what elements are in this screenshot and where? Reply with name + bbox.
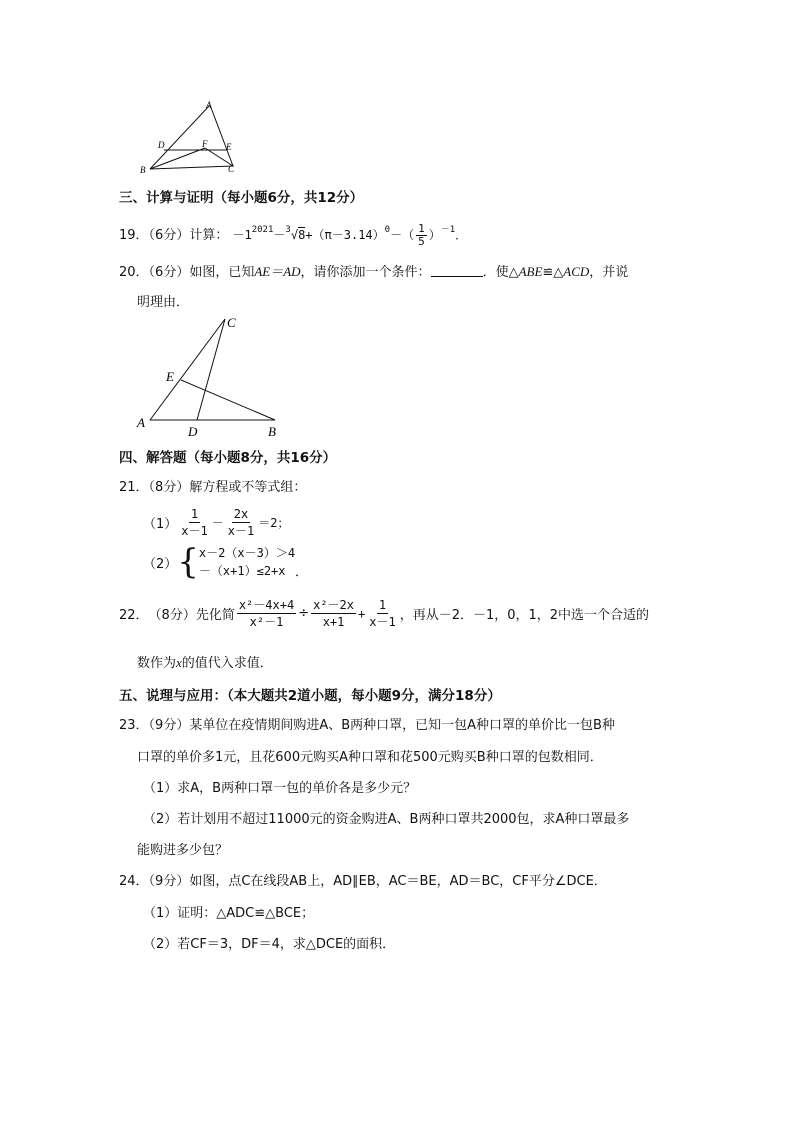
- label-a: A: [137, 415, 145, 430]
- segment-ac: [210, 105, 233, 166]
- question-21: 21．（8分）解方程或不等式组：: [119, 480, 307, 495]
- q21-part-1: （1） $\frac{1}{x-1}$ － $\frac{2x}{x-1}$ ＝2；: [143, 507, 290, 538]
- label-c: C: [228, 164, 235, 174]
- triangle-figure-2: [135, 312, 285, 440]
- q19-number: 19．: [119, 228, 149, 243]
- answer-blank: [431, 264, 483, 277]
- label-a: A: [206, 100, 212, 110]
- segment-ab: [150, 105, 210, 169]
- q21-part-2: （2） { x－2（x－3）＞4 －（x+1）≤2+x ．: [143, 542, 309, 582]
- q19-expression: $-1^{2021}-^3√8+(\pi-3.14)^0-$（ $\frac{1}{5}$ ）$^{-1}$．: [232, 222, 468, 248]
- q24-part-2: （2）若CF＝3，DF＝4，求△DCE的面积．: [143, 937, 396, 952]
- q23-part-2-line-2: 能购进多少包？: [137, 843, 229, 858]
- section-3-heading: 三、计算与证明（每小题6分，共12分）: [119, 190, 364, 206]
- segment-cd: [197, 319, 225, 420]
- question-23-line-2: 口罩的单价多1元，且花600元购买A种口罩和花500元购买B种口罩的包数相同．: [137, 750, 603, 765]
- label-b: B: [140, 165, 146, 175]
- question-20-line-2: 明理由．: [137, 295, 190, 310]
- q19-intro: （6分）计算：: [148, 228, 229, 243]
- section-5-heading: 五、说理与应用：（本大题共2道小题，每小题9分，满分18分）: [119, 688, 501, 704]
- label-d: D: [158, 140, 165, 150]
- segment-bc: [150, 166, 233, 169]
- question-22-line-1: 22． （8分）先化简 $\frac{\text{x²－4x+4}}{\text{x²－1}}$ ÷ $\frac{\text{x²－2x}}{x+1}$ + $\frac{1}{x-1}$ ，再从－2．－1，0，1，2中选一个合适的: [119, 598, 650, 629]
- triangle-figure-1: [140, 100, 240, 175]
- question-19: [119, 220, 467, 248]
- segment-ac: [150, 319, 225, 420]
- q24-part-1: （1）证明：△ADC≌△BCE；: [143, 906, 315, 921]
- q23-part-2-line-1: （2）若计划用不超过11000元的资金购进A、B两种口罩共2000包，求A种口罩最多: [143, 812, 630, 827]
- question-20-line-1: 20．（6分）如图，已知AE＝AD，请你添加一个条件： ．使△ABE≌△ACD，并说: [119, 264, 629, 280]
- label-d: D: [188, 424, 198, 439]
- label-b: B: [268, 424, 276, 439]
- q23-part-1: （1）求A，B两种口罩一包的单价各是多少元？: [143, 781, 417, 796]
- question-23-line-1: 23．（9分）某单位在疫情期间购进A、B两种口罩，已知一包A种口罩的单价比一包B种: [119, 718, 615, 733]
- label-e: E: [166, 369, 174, 384]
- segment-eb: [181, 380, 275, 420]
- label-c: C: [227, 315, 236, 330]
- label-e: E: [226, 142, 232, 152]
- section-4-heading: 四、解答题（每小题8分，共16分）: [119, 450, 337, 466]
- q20-number: 20．: [119, 265, 149, 280]
- segment-bf: [150, 148, 205, 169]
- question-22-line-2: 数作为x的值代入求值．: [137, 655, 273, 671]
- label-f: F: [202, 139, 208, 149]
- question-24-line-1: 24．（9分）如图，点C在线段AB上，AD∥EB，AC＝BE，AD＝BC，CF平分∠DCE．: [119, 874, 607, 889]
